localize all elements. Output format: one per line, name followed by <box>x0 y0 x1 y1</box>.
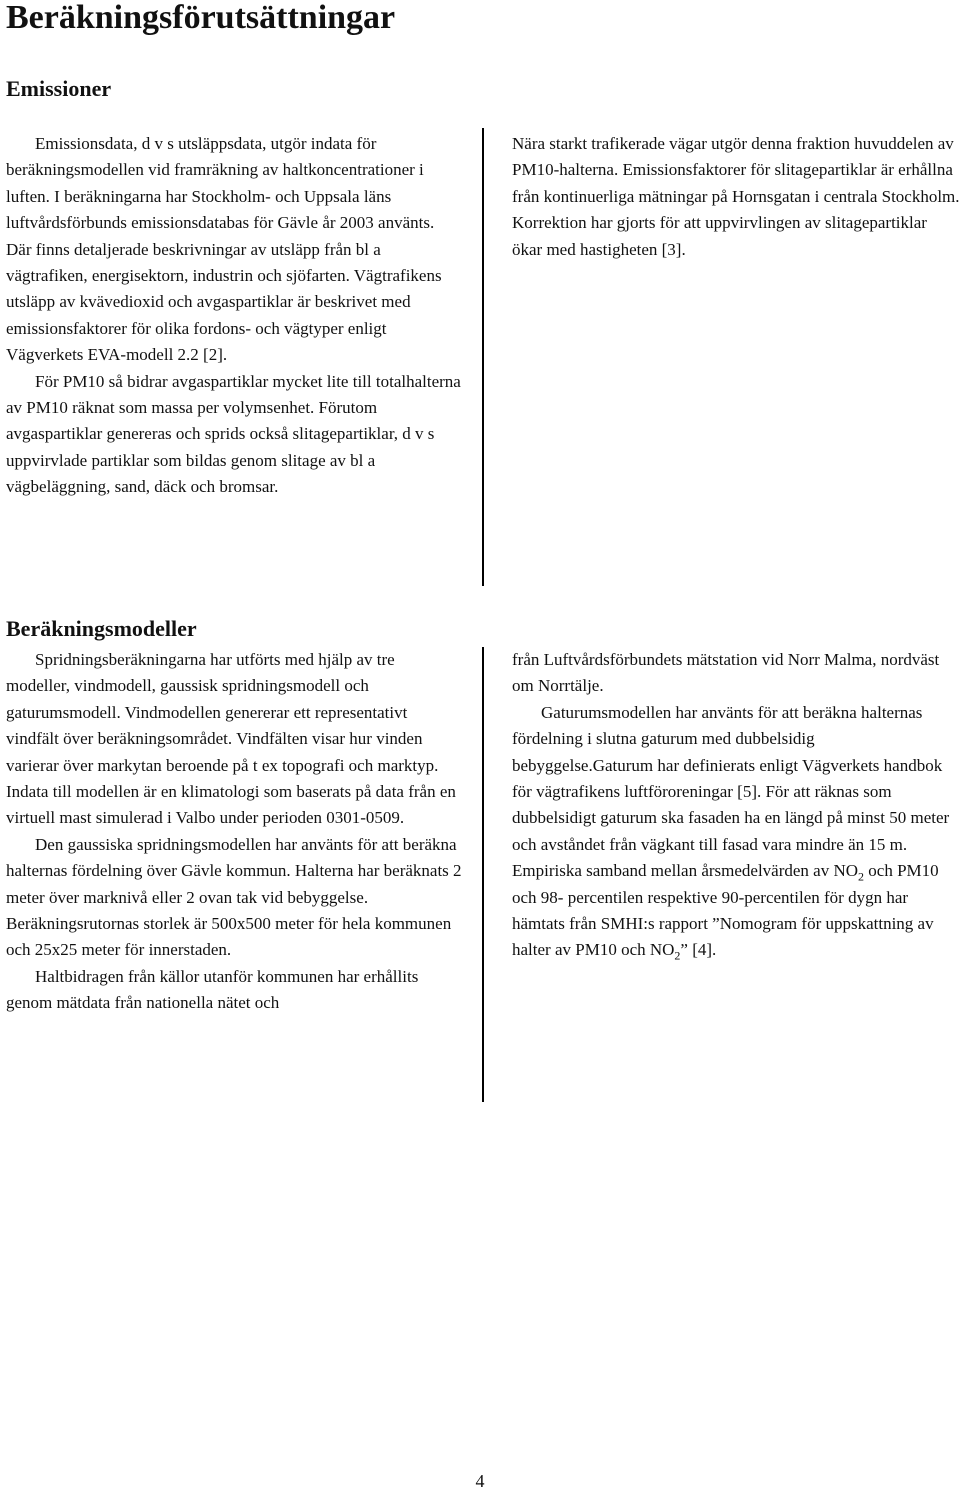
paragraph-text: ” [4]. <box>680 940 717 960</box>
paragraph: Haltbidragen från källor utanför kommunen har erhållits genom mätdata från nationella nätet och <box>6 966 419 1013</box>
subscript: 2 <box>674 948 681 963</box>
paragraph <box>512 700 960 964</box>
paragraph: Spridningsberäkningarna har utförts med hjälp av tre modeller, vindmodell, gaussisk spridningsmodell och gaturumsmodell. Vindmodellen genererar ett representativt vindfält över beräkningsområdet. Vindfälten visar hur vinden varierar över markytan beroende på t ex topografi och marktyp. Indata till modellen är en klimatologi som baserats på data från en virtuell mast simulerad i Valbo under perioden 0301-0509. <box>6 650 456 828</box>
column-divider <box>482 647 484 1102</box>
chemical-formula: NO <box>833 861 859 881</box>
section-heading-emissioner: Emissioner <box>6 76 112 101</box>
paragraph: från Luftvårdsförbundets mätstation vid Norr Malma, nordväst om Norrtälje. <box>512 650 940 696</box>
paragraph-text: Gaturumsmodellen har använts för att beräkna halternas fördelning i slutna gaturum med dubbelsidig bebyggelse.Gaturum har definierats enligt Vägverkets handbok för vägtrafikens luftföroreningar [5]. För att räknas som dubbelsidigt gaturum ska fasaden ha en längd på minst 50 meter och avståndet från vägkant till fasad vara mindre än 15 m. Empiriska samband mellan årsmedelvärden av <box>512 702 950 881</box>
berakningsmodeller-right-column <box>512 647 960 964</box>
berakningsmodeller-left-column <box>6 647 462 1017</box>
paragraph: Nära starkt trafikerade vägar utgör denna fraktion huvuddelen av PM10-halterna. Emissionsfaktorer för slitagepartiklar är erhållna från kontinuerliga mätningar på Hornsgatan i centrala Stockholm. Korrektion har gjorts för att uppvirvlingen av slitagepartiklar ökar med hastigheten [3]. <box>512 134 960 259</box>
page-number: 4 <box>475 1471 485 1491</box>
paragraph-text: och PM10 och 98- percentilen respektive 90-percentilen för dygn har hämtats från SMHI:s rapport ”Nomogram för uppskattning av halter av PM10 och <box>512 861 939 960</box>
paragraph: Den gaussiska spridningsmodellen har använts för att beräkna halternas fördelning över Gävle kommun. Halterna har beräknats 2 meter över marknivå eller 2 ovan tak vid bebyggelse. Beräkningsrutornas storlek är 500x500 meter för hela kommunen och 25x25 meter för innerstaden. <box>6 834 462 960</box>
paragraph: För PM10 så bidrar avgaspartiklar mycket lite till totalhalterna av PM10 räknat som massa per volymsenhet. Förutom avgaspartiklar genereras och sprids också slitagepartiklar, d v s uppvirvlade partiklar som bildas genom slitage av bl a vägbeläggning, sand, däck och bromsar. <box>6 371 461 497</box>
chemical-formula: NO <box>649 940 675 960</box>
emissioner-right-column <box>512 131 960 263</box>
emissioner-left-column <box>6 131 462 501</box>
paragraph: Emissionsdata, d v s utsläppsdata, utgör indata för beräkningsmodellen vid framräkning av haltkoncentrationer i luften. I beräkningarna har Stockholm- och Uppsala läns luftvårdsförbunds emissionsdatabas för Gävle år 2003 använts. Där finns detaljerade beskrivningar av utsläpp från bl a vägtrafiken, energisektorn, industrin och sjöfarten. Vägtrafikens utsläpp av kvävedioxid och avgaspartiklar är beskrivet med emissionsfaktorer för olika fordons- och vägtyper enligt Vägverkets EVA-modell 2.2 [2]. <box>6 134 442 365</box>
subscript: 2 <box>858 869 865 884</box>
page-title: Beräkningsförutsättningar <box>6 0 396 36</box>
section-heading-berakningsmodeller: Beräkningsmodeller <box>6 616 197 641</box>
column-divider <box>482 128 484 586</box>
